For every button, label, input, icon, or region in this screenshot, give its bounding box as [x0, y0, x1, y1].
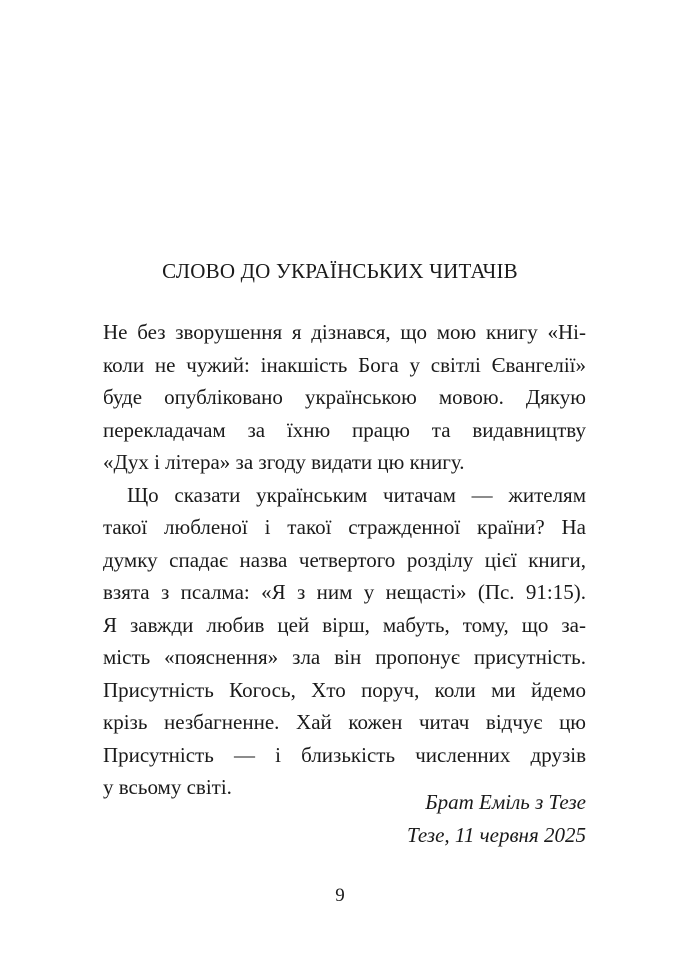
signature-author: Брат Еміль з Тезе: [425, 790, 586, 814]
text-line: Я завжди любив цей вірш, мабуть, тому, що за-: [103, 612, 586, 637]
text-line: мість «пояснення» зла він пропонує присутність.: [103, 645, 586, 669]
text-line: Не без зворушення я дізнався, що мою книгу «Ні-: [103, 320, 586, 344]
text-line: перекладачам за їхню працю та видавництву: [103, 417, 586, 442]
text-line: буде опубліковано українською мовою. Дякую: [103, 385, 586, 409]
paragraph-2: [103, 479, 586, 804]
signature-block: [407, 786, 586, 851]
body-text: [103, 316, 586, 804]
text-line: коли не чужий: інакшість Бога у світлі Євангелії»: [103, 352, 586, 377]
chapter-heading: СЛОВО ДО УКРАЇНСЬКИХ ЧИТАЧІВ: [162, 259, 518, 283]
text-line: Що сказати українським читачам — жителям: [127, 482, 586, 507]
paragraph-1: [103, 316, 586, 479]
text-line: «Дух і літера» за згоду видати цю книгу.: [103, 450, 465, 474]
text-line: крізь незбагненне. Хай кожен читач відчує цю: [103, 710, 586, 734]
text-line: взята з псалма: «Я з ним у нещасті» (Пс. 91:15).: [103, 580, 586, 604]
text-line: думку спадає назва четвертого розділу цієї книги,: [103, 547, 586, 572]
text-line: такої любленої і такої стражденної країни? На: [103, 515, 586, 539]
text-line: у всьому світі.: [103, 775, 232, 799]
page-number: 9: [335, 885, 345, 906]
text-line: Присутність Когось, Хто поруч, коли ми йдемо: [103, 677, 586, 702]
signature-place-date: Тезе, 11 червня 2025: [406, 822, 586, 847]
text-line: Присутність — і близькість численних друзів: [103, 742, 586, 767]
